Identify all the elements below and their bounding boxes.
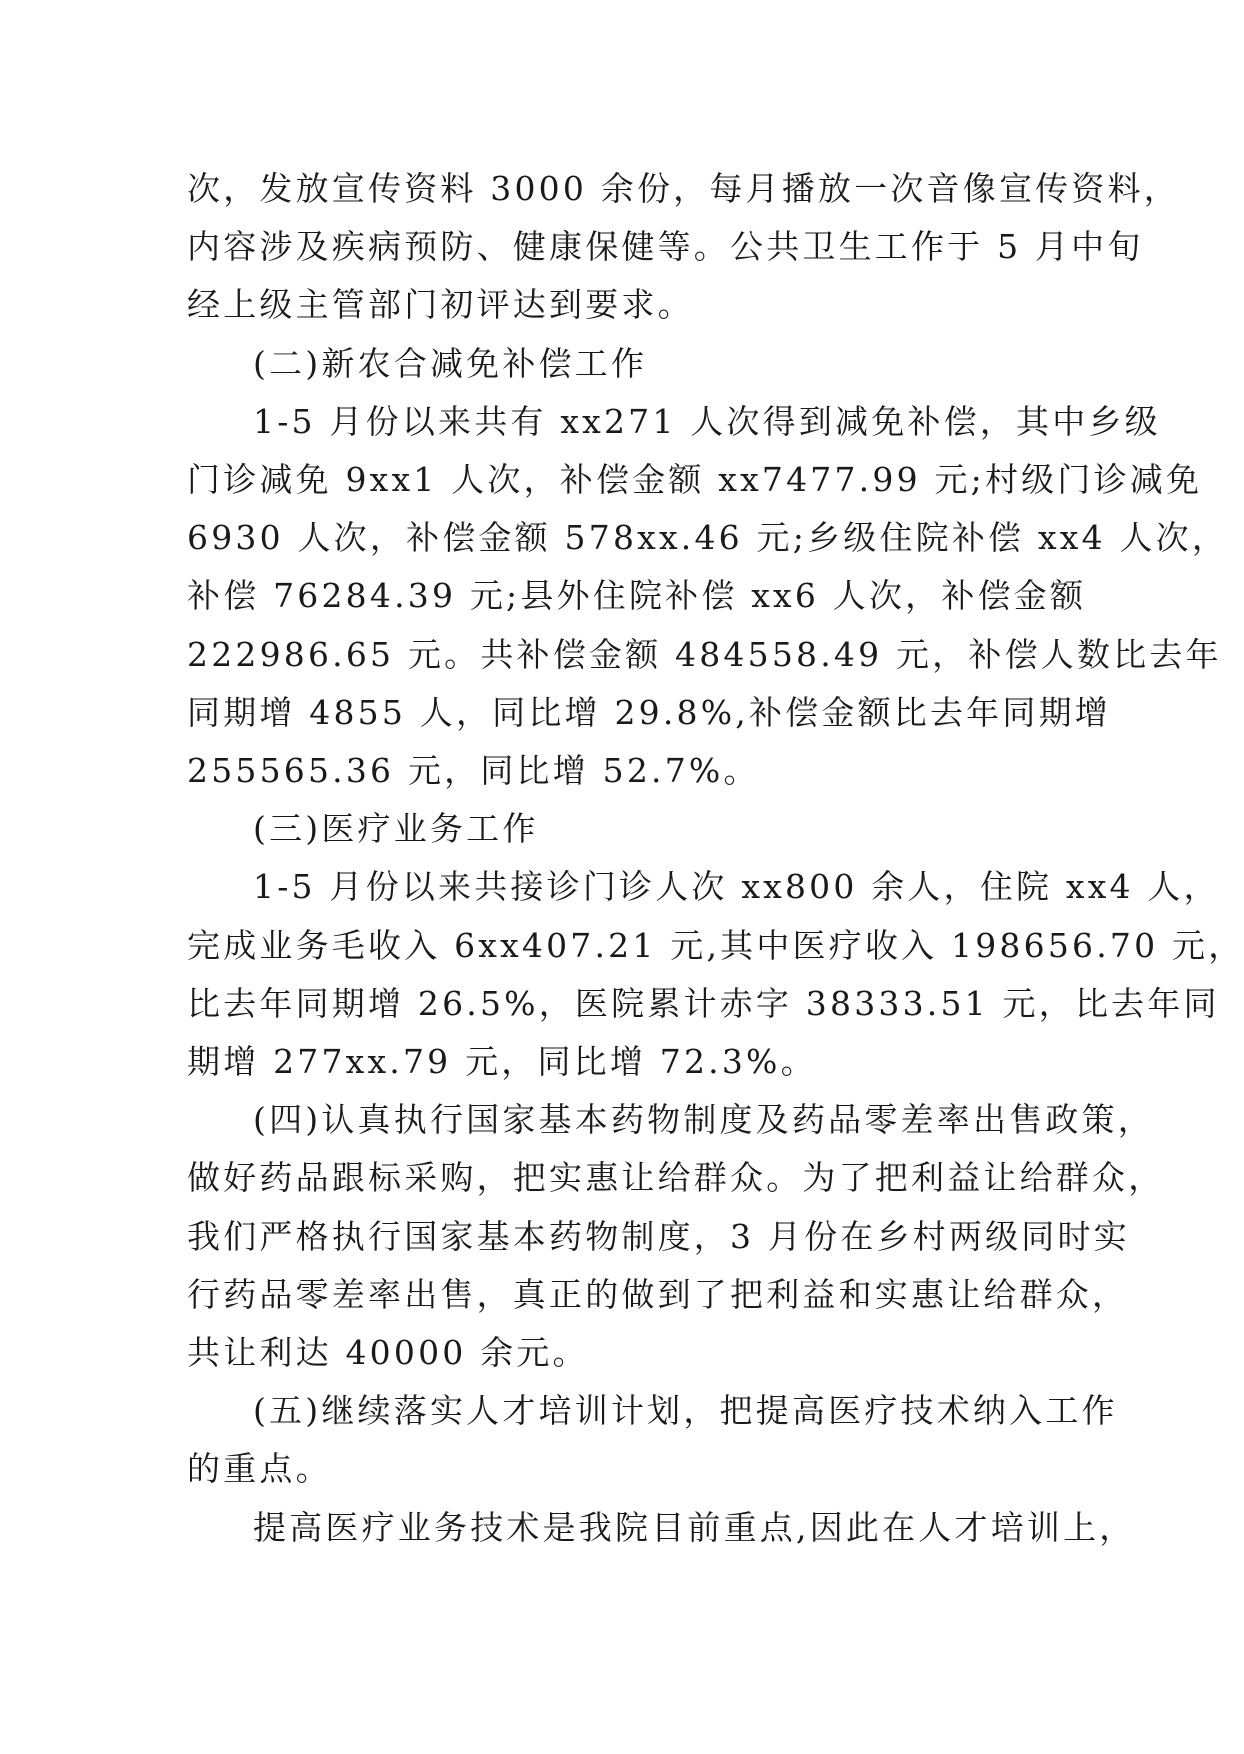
section-heading	[187, 335, 1062, 393]
paragraph	[187, 1499, 1136, 1557]
paragraph	[187, 858, 1244, 1091]
text-line: 比去年同期增 26.5%，医院累计赤字 38333.51 元，比去年同	[187, 983, 1220, 1023]
text-line: 期增 277xx.79 元，同比增 72.3%。	[187, 1042, 817, 1082]
text-line: 补偿 76284.39 元;县外住院补偿 xx6 人次，补偿金额	[187, 576, 1087, 616]
document-body	[187, 160, 1244, 1557]
text-line: 经上级主管部门初评达到要求。	[187, 285, 694, 325]
text-line: 1-5 月份以来共接诊门诊人次 xx800 余人，住院 xx4 人，	[253, 867, 1220, 907]
text-line: (五)继续落实人才培训计划，把提高医疗技术纳入工作	[253, 1391, 1118, 1431]
text-line: (三)医疗业务工作	[253, 809, 539, 849]
paragraph	[187, 393, 1229, 800]
paragraph	[187, 1382, 1118, 1498]
text-line: 行药品零差率出售，真正的做到了把利益和实惠让给群众，	[187, 1274, 1129, 1314]
text-line: 1-5 月份以来共有 xx271 人次得到减免补偿，其中乡级	[253, 401, 1161, 441]
section-heading	[187, 800, 1062, 858]
text-line: (二)新农合减免补偿工作	[253, 343, 648, 383]
text-line: 222986.65 元。共补偿金额 484558.49 元，补偿人数比去年	[187, 634, 1222, 674]
text-line: 提高医疗业务技术是我院目前重点,因此在人才培训上，	[253, 1507, 1136, 1547]
text-line: 6930 人次，补偿金额 578xx.46 元;乡级住院补偿 xx4 人次，	[187, 518, 1229, 558]
text-line: 共让利达 40000 余元。	[187, 1333, 589, 1373]
text-line: 255565.36 元，同比增 52.7%。	[187, 751, 760, 791]
text-line: 同期增 4855 人，同比增 29.8%,补偿金额比去年同期增	[187, 692, 1111, 732]
paragraph	[187, 160, 1180, 335]
text-line: 做好药品跟标采购，把实惠让给群众。为了把利益让给群众，	[187, 1158, 1165, 1198]
text-line: 我们严格执行国家基本药物制度，3 月份在乡村两级同时实	[187, 1216, 1130, 1256]
text-line: 次，发放宣传资料 3000 余份，每月播放一次音像宣传资料，	[187, 169, 1180, 208]
paragraph	[187, 1091, 1165, 1382]
text-line: 门诊减免 9xx1 人次，补偿金额 xx7477.99 元;村级门诊减免	[187, 460, 1203, 500]
text-line: (四)认真执行国家基本药物制度及药品零差率出售政策，	[253, 1100, 1154, 1140]
text-line: 完成业务毛收入 6xx407.21 元,其中医疗收入 198656.70 元，	[187, 925, 1244, 965]
text-line: 内容涉及疾病预防、健康保健等。公共卫生工作于 5 月中旬	[187, 227, 1144, 267]
text-line: 的重点。	[187, 1449, 332, 1489]
